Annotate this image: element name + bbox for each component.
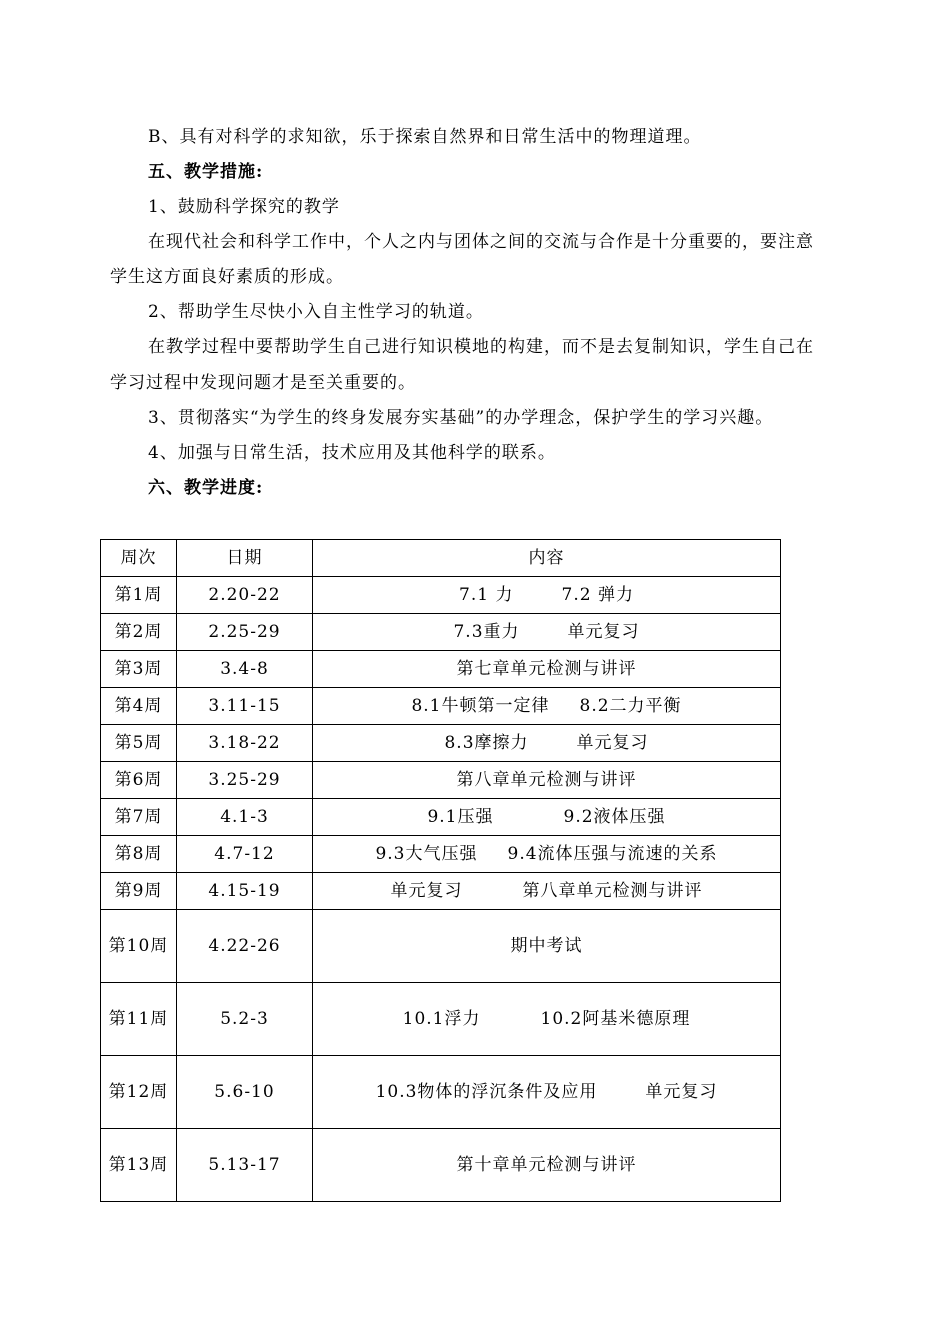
paragraph-measure-1: 1、鼓励科学探究的教学 [148,197,340,217]
content-cell [313,614,781,651]
content-item: 10.3物体的浮沉条件及应用 [375,1082,598,1102]
content-item: 9.4流体压强与流速的关系 [507,844,718,864]
content-cell [313,1056,781,1129]
table-row [101,725,781,762]
week-cell: 第11周 [101,983,177,1056]
paragraph-goal-b: B、具有对科学的求知欲，乐于探索自然界和日常生活中的物理道理。 [148,127,702,147]
table-row [101,1056,781,1129]
paragraph-measure-2-body-line1: 在教学过程中要帮助学生自己进行知识模地的构建，而不是去复制知识，学生自己在 [148,337,814,357]
content-item: 单元复习 [567,622,640,642]
table-row [101,983,781,1056]
week-cell: 第3周 [101,651,177,688]
date-cell: 3.25-29 [177,762,313,799]
date-cell: 3.11-15 [177,688,313,725]
week-cell: 第9周 [101,873,177,910]
content-cell [313,910,781,983]
date-cell: 4.7-12 [177,836,313,873]
content-cell [313,577,781,614]
content-item: 第十章单元检测与讲评 [456,1155,637,1175]
table-row [101,614,781,651]
content-cell [313,799,781,836]
date-cell: 5.13-17 [177,1129,313,1202]
content-item: 第八章单元检测与讲评 [522,881,703,901]
content-cell [313,762,781,799]
table-row [101,688,781,725]
date-cell: 2.25-29 [177,614,313,651]
week-cell: 第1周 [101,577,177,614]
content-item: 7.3重力 [453,622,520,642]
date-cell: 3.18-22 [177,725,313,762]
table-row [101,799,781,836]
header-content: 内容 [313,540,781,577]
week-cell: 第13周 [101,1129,177,1202]
table-row [101,873,781,910]
week-cell: 第7周 [101,799,177,836]
paragraph-measure-1-body-line1: 在现代社会和科学工作中，个人之内与团体之间的交流与合作是十分重要的，要注意 [148,232,814,252]
content-item: 单元复习 [576,733,649,753]
content-item: 8.1牛顿第一定律 [411,696,550,716]
content-cell [313,651,781,688]
week-cell: 第8周 [101,836,177,873]
table-row [101,910,781,983]
date-cell: 4.22-26 [177,910,313,983]
paragraph-measure-4: 4、加强与日常生活，技术应用及其他科学的联系。 [148,443,556,463]
content-item: 9.1压强 [427,807,494,827]
week-cell: 第2周 [101,614,177,651]
content-item: 9.2液体压强 [563,807,666,827]
section-heading-schedule: 六、教学进度: [148,478,264,498]
paragraph-measure-2: 2、帮助学生尽快小入自主性学习的轨道。 [148,302,484,322]
date-cell: 5.6-10 [177,1056,313,1129]
content-cell [313,836,781,873]
content-item: 7.1 力 [459,585,514,605]
table-row [101,651,781,688]
content-cell [313,725,781,762]
date-cell: 4.1-3 [177,799,313,836]
paragraph-measure-3: 3、贯彻落实“为学生的终身发展夯实基础”的办学理念，保护学生的学习兴趣。 [148,408,774,428]
week-cell: 第5周 [101,725,177,762]
week-cell: 第10周 [101,910,177,983]
table-header-row [101,540,781,577]
paragraph-measure-1-body-line2: 学生这方面良好素质的形成。 [110,267,344,287]
content-item: 第七章单元检测与讲评 [456,659,637,679]
week-cell: 第4周 [101,688,177,725]
content-item: 期中考试 [510,936,583,956]
content-cell [313,873,781,910]
table-row [101,762,781,799]
date-cell: 4.15-19 [177,873,313,910]
header-date: 日期 [177,540,313,577]
paragraph-measure-2-body-line2: 学习过程中发现问题才是至关重要的。 [110,373,416,393]
content-item: 10.2阿基米德原理 [540,1009,691,1029]
header-week: 周次 [101,540,177,577]
content-item: 8.3摩擦力 [444,733,529,753]
content-item: 7.2 弹力 [561,585,634,605]
table-row [101,577,781,614]
content-item: 10.1浮力 [402,1009,481,1029]
content-item: 8.2二力平衡 [579,696,682,716]
date-cell: 5.2-3 [177,983,313,1056]
date-cell: 2.20-22 [177,577,313,614]
content-cell [313,983,781,1056]
week-cell: 第6周 [101,762,177,799]
content-cell [313,688,781,725]
content-item: 单元复习 [645,1082,718,1102]
table-row [101,1129,781,1202]
week-cell: 第12周 [101,1056,177,1129]
section-heading-measures: 五、教学措施: [148,162,264,182]
content-item: 第八章单元检测与讲评 [456,770,637,790]
content-item: 单元复习 [390,881,463,901]
date-cell: 3.4-8 [177,651,313,688]
schedule-table [100,539,781,1202]
content-cell [313,1129,781,1202]
table-row [101,836,781,873]
content-item: 9.3大气压强 [375,844,478,864]
